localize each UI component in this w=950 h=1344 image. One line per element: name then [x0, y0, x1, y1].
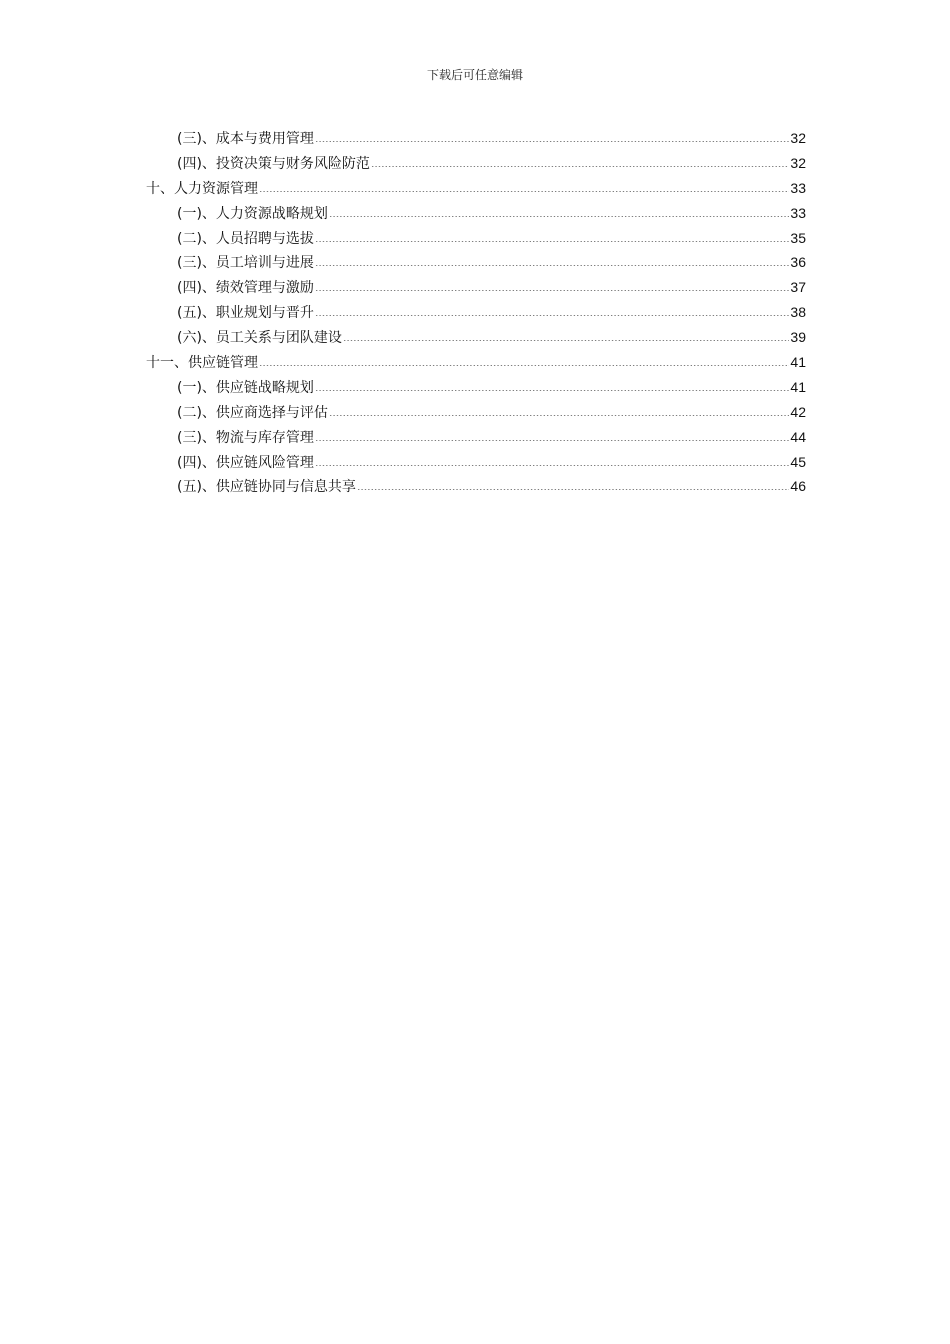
- toc-page-number: 35: [790, 229, 806, 246]
- toc-entry-label: (三)、物流与库存管理: [177, 429, 314, 446]
- toc-page-number: 33: [790, 204, 806, 221]
- toc-dot-leader: [259, 181, 789, 193]
- toc-page-number: 41: [790, 354, 806, 371]
- toc-entry-label: (四)、供应链风险管理: [177, 454, 314, 471]
- toc-entry-label: (四)、投资决策与财务风险防范: [177, 155, 370, 172]
- toc-entry[interactable]: [146, 126, 806, 151]
- toc-dot-leader: [329, 405, 789, 417]
- toc-entry-label: (六)、员工关系与团队建设: [177, 330, 342, 347]
- toc-entry-label: (五)、职业规划与晋升: [177, 305, 314, 322]
- toc-entry-label: (二)、供应商选择与评估: [177, 404, 328, 421]
- toc-entry[interactable]: [146, 226, 806, 251]
- toc-dot-leader: [315, 280, 789, 292]
- toc-entry[interactable]: [146, 250, 806, 275]
- toc-entry-label: (一)、供应链战略规划: [177, 379, 314, 396]
- toc-dot-leader: [315, 455, 789, 467]
- table-of-contents: [146, 126, 806, 499]
- toc-chapter-entry[interactable]: [146, 350, 806, 375]
- toc-chapter-entry[interactable]: [146, 176, 806, 201]
- toc-entry-label: (三)、员工培训与进展: [177, 255, 314, 272]
- toc-entry[interactable]: [146, 151, 806, 176]
- toc-page-number: 44: [790, 428, 806, 445]
- toc-entry[interactable]: [146, 425, 806, 450]
- toc-page-number: 33: [790, 179, 806, 196]
- toc-entry-label: (五)、供应链协同与信息共享: [177, 479, 356, 496]
- toc-entry[interactable]: [146, 400, 806, 425]
- toc-page-number: 38: [790, 304, 806, 321]
- toc-dot-leader: [315, 380, 789, 392]
- toc-page-number: 37: [790, 279, 806, 296]
- toc-dot-leader: [315, 430, 789, 442]
- toc-dot-leader: [371, 156, 789, 168]
- toc-page-number: 32: [790, 130, 806, 146]
- toc-entry[interactable]: [146, 275, 806, 300]
- toc-dot-leader: [329, 206, 789, 218]
- toc-page-number: 41: [790, 378, 806, 395]
- toc-dot-leader: [315, 255, 789, 267]
- toc-dot-leader: [315, 231, 789, 243]
- toc-dot-leader: [315, 305, 789, 317]
- toc-dot-leader: [357, 479, 789, 491]
- toc-page-number: 39: [790, 329, 806, 346]
- page-header: 下载后可任意编辑: [426, 68, 523, 82]
- toc-entry-label: (一)、人力资源战略规划: [177, 205, 328, 222]
- toc-entry-label: (二)、人员招聘与选拔: [177, 230, 314, 247]
- toc-page-number: 45: [790, 453, 806, 470]
- toc-dot-leader: [259, 355, 789, 367]
- toc-entry[interactable]: [146, 474, 806, 499]
- toc-entry[interactable]: [146, 450, 806, 475]
- toc-dot-leader: [315, 131, 789, 143]
- toc-entry[interactable]: [146, 201, 806, 226]
- toc-entry-label: (四)、绩效管理与激励: [177, 280, 314, 297]
- toc-entry-label: 十、人力资源管理: [146, 180, 258, 197]
- toc-page-number: 42: [790, 403, 806, 420]
- toc-dot-leader: [343, 330, 789, 342]
- toc-page-number: 36: [790, 254, 806, 271]
- toc-entry-label: 十一、供应链管理: [146, 355, 258, 372]
- toc-page-number: 46: [790, 478, 806, 495]
- toc-entry[interactable]: [146, 375, 806, 400]
- toc-page-number: 32: [790, 154, 806, 171]
- toc-entry-label: (三)、成本与费用管理: [177, 131, 314, 147]
- toc-entry[interactable]: [146, 325, 806, 350]
- toc-entry[interactable]: [146, 300, 806, 325]
